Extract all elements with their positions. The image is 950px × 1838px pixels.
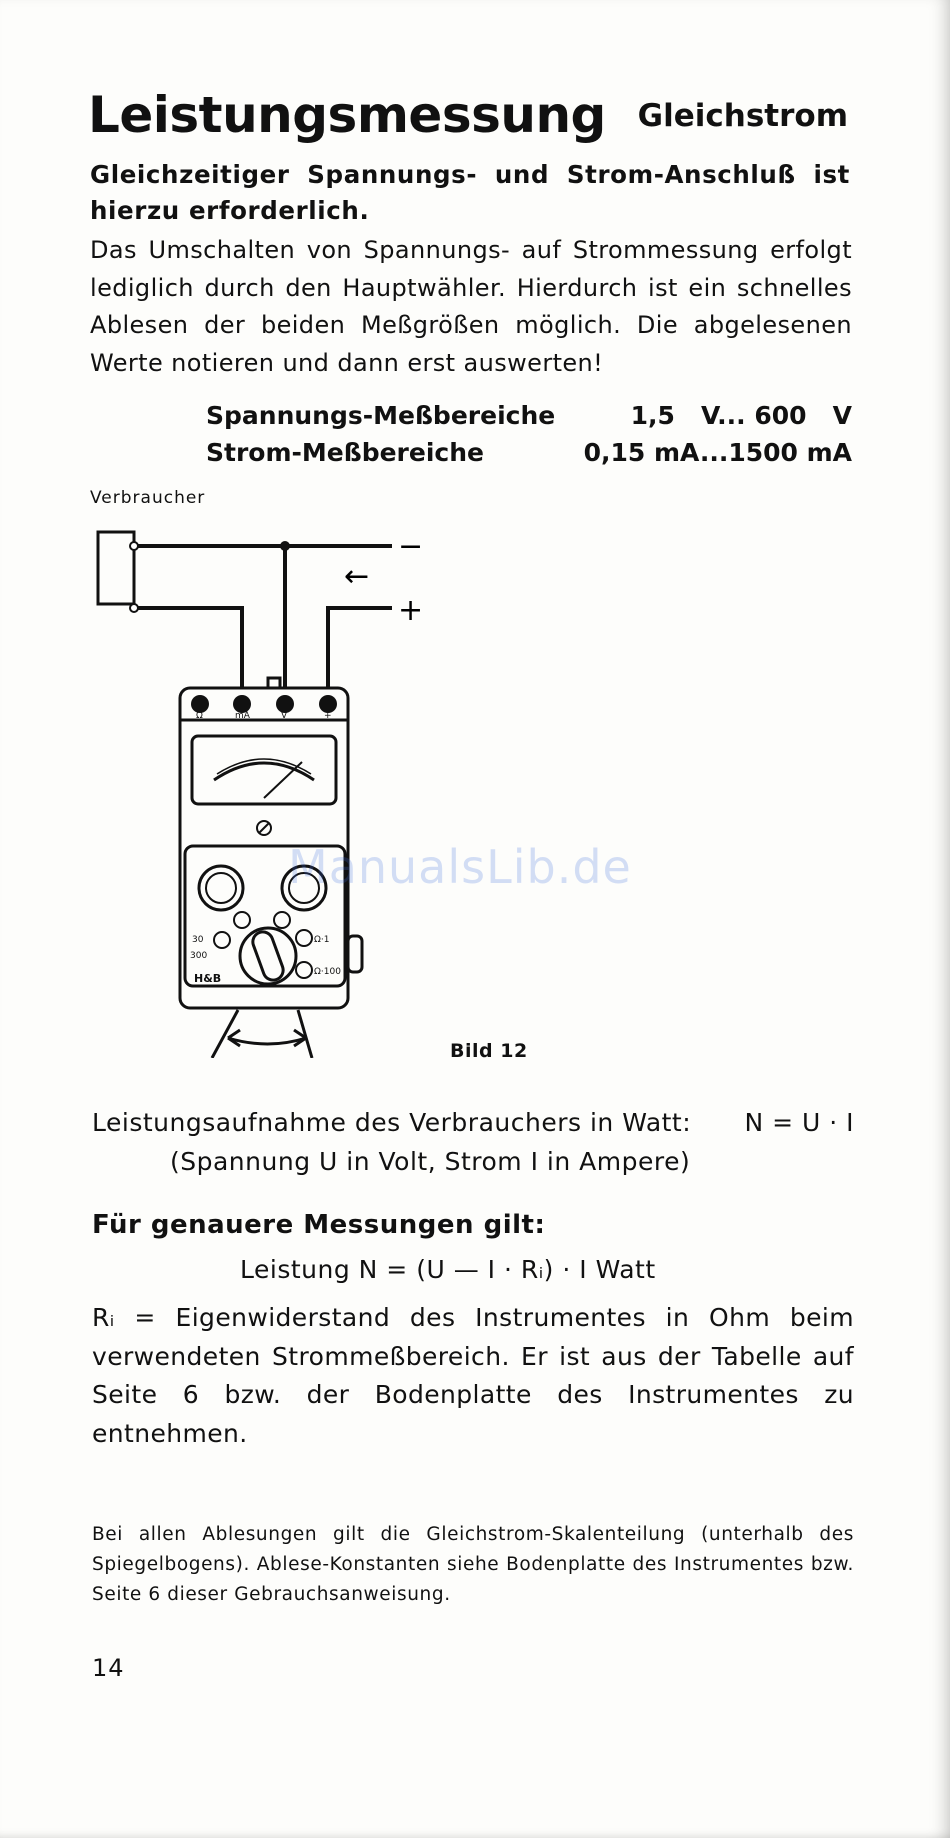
minus-sign: − [398,529,424,564]
dial-label: Ω·1 [314,935,330,945]
range-row-current [206,434,852,471]
range-label: Spannungs-Meßbereiche [206,401,556,430]
rotation-arrow [212,1010,312,1058]
current-arrow: ← [344,559,370,594]
dial-label: Ω·100 [314,967,341,977]
range-label: Strom-Meßbereiche [206,438,484,467]
lead-paragraph: Gleichzeitiger Spannungs- und Strom-Anschluß ist hierzu erforderlich. [90,160,850,225]
dial-label: 300 [190,951,208,961]
page-title: Leistungsmessung [88,86,606,144]
reading-note: Bei allen Ablesungen gilt die Gleichstrom-Skalenteilung (unterhalb des Spiegelbogens). Ablese-Konstanten siehe Bodenplatte des Instrumentes bzw. Seite 6 dieser Gebrauchsanweisung. [92,1524,854,1605]
power-formula-text: Leistungsaufnahme des Verbrauchers in Watt: [92,1108,692,1137]
measurement-ranges [206,397,852,471]
figure-caption: Bild 12 [450,1040,528,1062]
range-row-voltage [206,397,852,434]
watermark: ManualsLib.de [288,840,632,894]
terminal-dot [130,604,138,612]
precise-formula: Leistung N = (U — I · Rᵢ) · I Watt [240,1255,656,1284]
page-number: 14 [92,1654,125,1682]
range-value: 1,5 V... 600 V [630,401,852,430]
power-formula: N = U · I [744,1108,854,1137]
dial-label: 30 [192,935,204,945]
range-value: 0,15 mA...1500 mA [583,438,852,467]
brand-logo: H&B [194,972,222,985]
wiring-diagram [92,518,452,1058]
page-subtitle: Gleichstrom [637,98,848,134]
plus-sign: + [398,593,424,628]
body-paragraph: Das Umschalten von Spannungs- auf Strommessung erfolgt lediglich durch den Hauptwähler. Hierdurch ist ein schnelles Ablesen der beiden Meßgrößen möglich. Die abgelesenen Werte notieren und dann erst auswerten! [90,236,852,377]
ri-explanation: Rᵢ = Eigenwiderstand des Instrumentes in Ohm beim verwendeten Strommeßbereich. Er ist aus der Tabelle auf Seite 6 bzw. der Bodenplatte des Instrumentes zu entnehmen. [92,1303,854,1448]
terminal-label: Ω [196,711,203,721]
terminal-label: mA [235,711,250,721]
terminal-dot [130,542,138,550]
junction-dot [280,541,290,551]
multimeter-terminals [191,695,337,713]
power-formula-block [92,1103,854,1181]
terminal-label: V [281,711,288,721]
consumer-box [98,532,134,604]
precise-heading: Für genauere Messungen gilt: [92,1210,546,1240]
terminal-label: + [324,711,332,721]
consumer-label: Verbraucher [90,488,206,508]
power-formula-units: (Spannung U in Volt, Strom I in Ampere) [170,1147,691,1176]
